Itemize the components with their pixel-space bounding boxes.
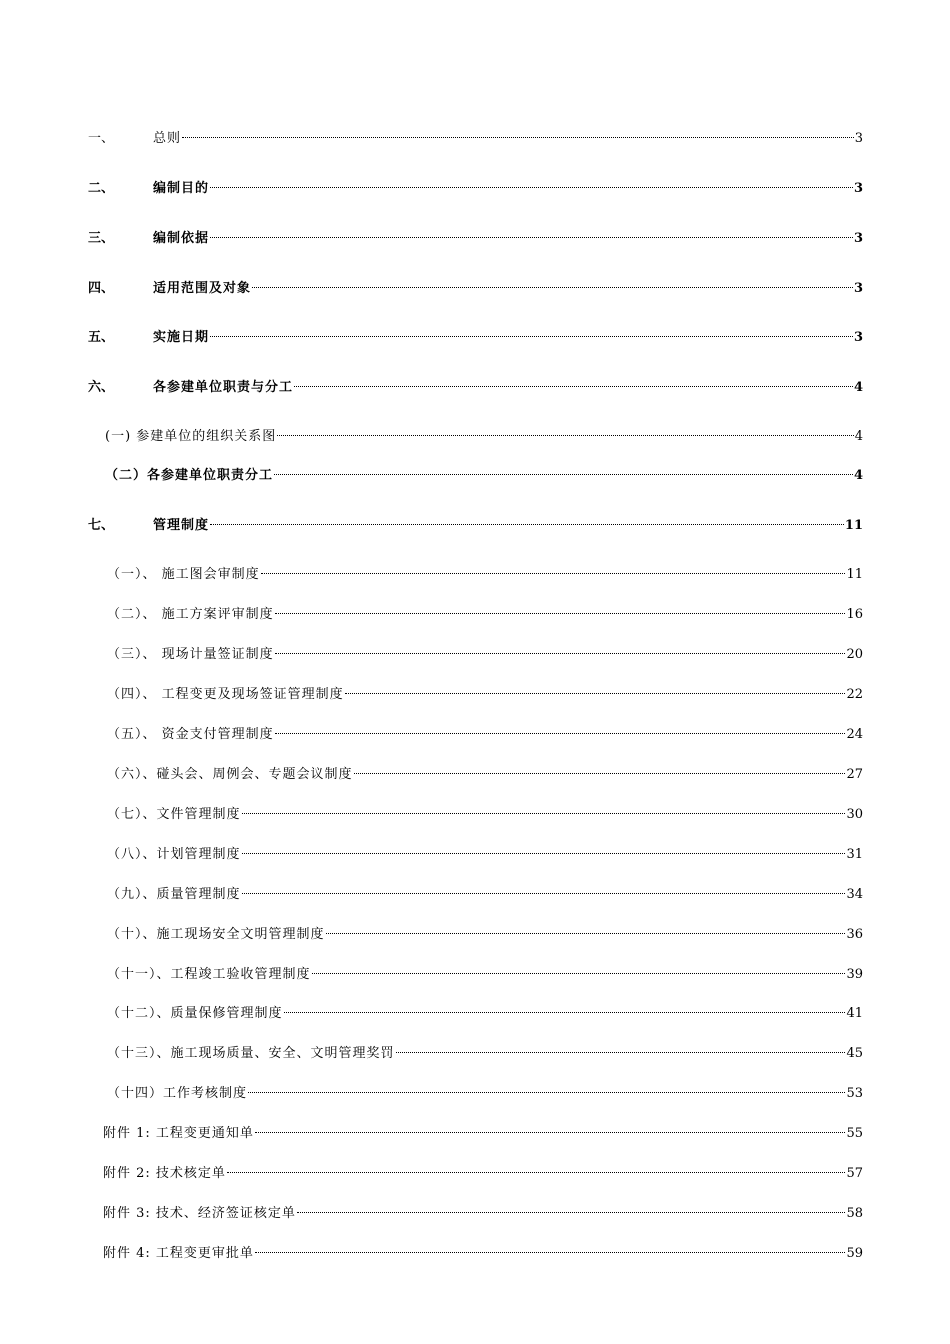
toc-entry-page-number: 31 xyxy=(846,847,863,862)
toc-entry[interactable] xyxy=(0,178,950,200)
toc-entry[interactable] xyxy=(0,278,950,300)
toc-entry[interactable] xyxy=(0,1243,950,1265)
toc-entry-page-number: 3 xyxy=(854,131,863,146)
toc-entry[interactable] xyxy=(0,228,950,250)
dot-leader xyxy=(242,853,846,854)
toc-entry[interactable] xyxy=(0,924,950,946)
toc-entry[interactable] xyxy=(0,684,950,706)
dot-leader xyxy=(275,733,846,734)
dot-leader xyxy=(227,1172,846,1173)
toc-entry-number: 五、 xyxy=(88,330,115,345)
toc-entry-page-number: 3 xyxy=(853,281,863,296)
dot-leader xyxy=(275,613,846,614)
toc-entry-page-number: 27 xyxy=(846,767,863,782)
toc-entry[interactable] xyxy=(0,644,950,666)
toc-entry[interactable] xyxy=(0,564,950,586)
toc-entry[interactable] xyxy=(0,327,950,349)
toc-entry-title: （八）、计划管理制度 xyxy=(107,847,241,862)
dot-leader xyxy=(312,973,846,974)
toc-entry-number: 三、 xyxy=(88,231,115,246)
toc-entry[interactable] xyxy=(0,426,950,448)
toc-entry-title: （三）、 现场计量签证制度 xyxy=(107,647,274,662)
toc-entry[interactable] xyxy=(0,377,950,399)
toc-entry-page-number: 36 xyxy=(846,927,863,942)
toc-entry[interactable] xyxy=(0,1043,950,1065)
toc-entry[interactable] xyxy=(0,604,950,626)
toc-entry-title: 总则 xyxy=(153,131,182,146)
toc-entry[interactable] xyxy=(0,1083,950,1105)
dot-leader xyxy=(248,1092,845,1093)
toc-entry-title: （十一）、工程竣工验收管理制度 xyxy=(107,967,311,982)
dot-leader xyxy=(210,187,853,188)
dot-leader xyxy=(294,386,853,387)
dot-leader xyxy=(284,1012,846,1013)
dot-leader xyxy=(345,693,846,694)
toc-entry-title: 适用范围及对象 xyxy=(153,281,252,296)
toc-entry[interactable] xyxy=(0,465,950,487)
toc-entry[interactable] xyxy=(0,724,950,746)
toc-entry-title: （二）各参建单位职责分工 xyxy=(105,468,274,483)
toc-entry-page-number: 34 xyxy=(846,887,863,902)
toc-entry-page-number: 4 xyxy=(853,380,863,395)
toc-entry-title: 各参建单位职责与分工 xyxy=(153,380,294,395)
toc-entry-title: 管理制度 xyxy=(153,518,210,533)
toc-entry[interactable] xyxy=(0,804,950,826)
toc-entry-page-number: 55 xyxy=(846,1126,863,1141)
dot-leader xyxy=(354,773,846,774)
dot-leader xyxy=(297,1212,846,1213)
toc-entry-title: （四）、 工程变更及现场签证管理制度 xyxy=(107,687,344,702)
toc-entry-page-number: 24 xyxy=(846,727,863,742)
toc-entry-page-number: 4 xyxy=(854,429,863,444)
toc-entry-page-number: 57 xyxy=(846,1166,863,1181)
toc-entry-number: 六、 xyxy=(88,380,115,395)
toc-entry-title: 附件 2: 技术核定单 xyxy=(103,1166,226,1181)
toc-entry-title: （九）、质量管理制度 xyxy=(107,887,241,902)
dot-leader xyxy=(242,893,846,894)
toc-entry-number: 七、 xyxy=(88,518,115,533)
toc-entry-title: 编制依据 xyxy=(153,231,210,246)
toc-entry-page-number: 11 xyxy=(846,567,863,582)
toc-entry-title: 附件 3: 技术、经济签证核定单 xyxy=(103,1206,296,1221)
toc-entry-title: （十二）、质量保修管理制度 xyxy=(107,1006,283,1021)
dot-leader xyxy=(210,237,853,238)
toc-entry[interactable] xyxy=(0,1123,950,1145)
toc-entry-page-number: 3 xyxy=(853,231,863,246)
dot-leader xyxy=(182,137,854,138)
toc-entry[interactable] xyxy=(0,764,950,786)
dot-leader xyxy=(326,933,846,934)
toc-entry[interactable] xyxy=(0,1003,950,1025)
toc-entry-page-number: 39 xyxy=(846,967,863,982)
toc-entry-title: （十）、施工现场安全文明管理制度 xyxy=(107,927,325,942)
dot-leader xyxy=(274,474,853,475)
toc-entry-title: （十四）工作考核制度 xyxy=(107,1086,248,1101)
toc-entry-number: 四、 xyxy=(88,281,115,296)
toc-entry-title: （十三）、施工现场质量、安全、文明管理奖罚 xyxy=(107,1046,395,1061)
toc-entry[interactable] xyxy=(0,515,950,537)
toc-entry-title: （二）、 施工方案评审制度 xyxy=(107,607,274,622)
toc-entry-page-number: 45 xyxy=(846,1046,863,1061)
toc-entry-page-number: 22 xyxy=(846,687,863,702)
toc-entry-title: 实施日期 xyxy=(153,330,210,345)
dot-leader xyxy=(396,1052,846,1053)
dot-leader xyxy=(252,287,853,288)
toc-entry-number: 一、 xyxy=(88,131,115,146)
dot-leader xyxy=(277,435,853,436)
toc-entry-title: (一) 参建单位的组织关系图 xyxy=(105,429,277,444)
toc-entry-title: （一）、 施工图会审制度 xyxy=(107,567,260,582)
dot-leader xyxy=(210,336,853,337)
toc-entry-title: 附件 4: 工程变更审批单 xyxy=(103,1246,254,1261)
dot-leader xyxy=(242,813,846,814)
toc-entry-page-number: 11 xyxy=(844,518,863,533)
toc-entry-page-number: 58 xyxy=(846,1206,863,1221)
toc-entry-title: （六）、碰头会、周例会、专题会议制度 xyxy=(107,767,353,782)
toc-entry-page-number: 41 xyxy=(846,1006,863,1021)
toc-entry-page-number: 4 xyxy=(853,468,863,483)
toc-entry[interactable] xyxy=(0,1163,950,1185)
toc-entry-page-number: 3 xyxy=(853,181,863,196)
toc-entry[interactable] xyxy=(0,964,950,986)
dot-leader xyxy=(261,573,846,574)
dot-leader xyxy=(275,653,846,654)
dot-leader xyxy=(255,1132,846,1133)
toc-entry[interactable] xyxy=(0,128,950,150)
toc-entry-title: （七）、文件管理制度 xyxy=(107,807,241,822)
toc-entry-page-number: 3 xyxy=(853,330,863,345)
toc-entry-title: 附件 1: 工程变更通知单 xyxy=(103,1126,254,1141)
toc-entry[interactable] xyxy=(0,884,950,906)
toc-entry-title: （五）、 资金支付管理制度 xyxy=(107,727,274,742)
toc-entry-title: 编制目的 xyxy=(153,181,210,196)
toc-entry[interactable] xyxy=(0,844,950,866)
toc-entry-page-number: 20 xyxy=(846,647,863,662)
toc-entry-page-number: 30 xyxy=(846,807,863,822)
toc-entry-number: 二、 xyxy=(88,181,115,196)
dot-leader xyxy=(210,524,844,525)
toc-entry-page-number: 53 xyxy=(846,1086,863,1101)
toc-entry-page-number: 59 xyxy=(846,1246,863,1261)
dot-leader xyxy=(255,1252,846,1253)
toc-entry-page-number: 16 xyxy=(846,607,863,622)
toc-entry[interactable] xyxy=(0,1203,950,1225)
